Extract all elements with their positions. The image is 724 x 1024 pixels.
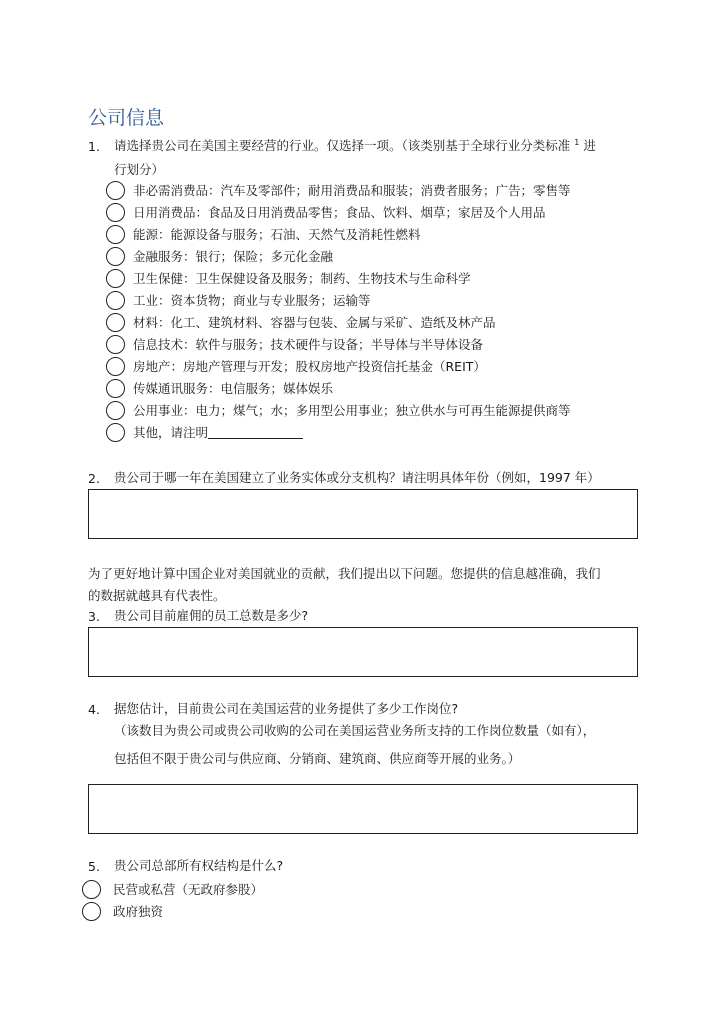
q4-answer-box[interactable] (88, 784, 638, 834)
q2-answer-box[interactable] (88, 489, 638, 539)
radio-circle-icon[interactable] (106, 181, 125, 200)
q1-option-other[interactable] (106, 421, 571, 443)
q5-number: 5. (88, 859, 100, 874)
q2-text: 贵公司于哪一年在美国建立了业务实体或分支机构？请注明具体年份（例如，1997 年） (114, 470, 600, 485)
q5-option[interactable] (82, 900, 263, 922)
q1-option[interactable] (106, 333, 571, 355)
q1-option-label: 其他，请注明 (133, 425, 209, 440)
radio-circle-icon[interactable] (106, 423, 125, 442)
q1-option-label: 材料：化工、建筑材料、容器与包装、金属与采矿、造纸及林产品 (133, 315, 496, 330)
q1-option-label: 房地产：房地产管理与开发；股权房地产投资信托基金（REIT） (133, 359, 486, 374)
q1-option-label: 工业：资本货物；商业与专业服务；运输等 (133, 293, 371, 308)
q3-text: 贵公司目前雇佣的员工总数是多少? (114, 608, 309, 623)
q5-options (82, 878, 263, 922)
q5-text: 贵公司总部所有权结构是什么? (114, 858, 284, 873)
q4-answer-input[interactable] (89, 785, 637, 833)
q2-answer-input[interactable] (89, 490, 637, 538)
radio-circle-icon[interactable] (106, 225, 125, 244)
q1-option-label: 日用消费品：食品及日用消费品零售；食品、饮料、烟草；家居及个人用品 (133, 205, 546, 220)
q1-text-main: 请选择贵公司在美国主要经营的行业。仅选择一项。（该类别基于全球行业分类标准 (114, 138, 571, 153)
q1-option[interactable] (106, 289, 571, 311)
radio-circle-icon[interactable] (106, 203, 125, 222)
q3-answer-box[interactable] (88, 627, 638, 677)
q1-option-label: 信息技术：软件与服务；技术硬件与设备；半导体与半导体设备 (133, 337, 484, 352)
q1-footnote: 1 (574, 138, 580, 147)
q1-option[interactable] (106, 179, 571, 201)
q1-option[interactable] (106, 355, 571, 377)
q1-number: 1. (88, 139, 100, 154)
radio-circle-icon[interactable] (106, 379, 125, 398)
q4-note-2: 包括但不限于贵公司与供应商、分销商、建筑商、供应商等开展的业务。） (114, 751, 521, 766)
section-title: 公司信息 (88, 107, 165, 129)
q3-answer-input[interactable] (89, 628, 637, 676)
intro-paragraph (88, 563, 638, 607)
q1-option[interactable] (106, 201, 571, 223)
radio-circle-icon[interactable] (106, 357, 125, 376)
q1-option[interactable] (106, 377, 571, 399)
radio-circle-icon[interactable] (106, 247, 125, 266)
q1-option[interactable] (106, 223, 571, 245)
radio-circle-icon[interactable] (106, 269, 125, 288)
q4-note-1: （该数目为贵公司或贵公司收购的公司在美国运营业务所支持的工作岗位数量（如有）， (114, 723, 596, 738)
other-specify-line[interactable] (208, 426, 303, 439)
q5-option[interactable] (82, 878, 263, 900)
q1-option[interactable] (106, 399, 571, 421)
intro-line-1: 为了更好地计算中国企业对美国就业的贡献，我们提出以下问题。您提供的信息越准确，我们 (88, 566, 601, 581)
intro-line-2: 的数据就越具有代表性。 (88, 588, 226, 603)
q1-text (114, 135, 639, 181)
radio-circle-icon[interactable] (106, 335, 125, 354)
radio-circle-icon[interactable] (106, 313, 125, 332)
radio-circle-icon[interactable] (106, 401, 125, 420)
q5-option-label: 政府独资 (113, 904, 164, 919)
q4-number: 4. (88, 702, 100, 717)
q1-option-label: 非必需消费品：汽车及零部件；耐用消费品和服装；消费者服务；广告；零售等 (133, 183, 571, 198)
q1-text-cont: 行划分） (114, 162, 165, 177)
q1-option[interactable] (106, 311, 571, 333)
q5-option-label: 民营或私营（无政府参股） (113, 882, 264, 897)
q1-option[interactable] (106, 267, 571, 289)
q1-option-label: 金融服务：银行；保险；多元化金融 (133, 249, 334, 264)
q1-option-label: 传媒通讯服务：电信服务；媒体娱乐 (133, 381, 334, 396)
q1-option-label: 公用事业：电力；煤气；水；多用型公用事业；独立供水与可再生能源提供商等 (133, 403, 571, 418)
radio-circle-icon[interactable] (82, 880, 101, 899)
radio-circle-icon[interactable] (82, 902, 101, 921)
q1-option-label: 能源：能源设备与服务；石油、天然气及消耗性燃料 (133, 227, 421, 242)
q3-number: 3. (88, 609, 100, 624)
q4-text: 据您估计，目前贵公司在美国运营的业务提供了多少工作岗位? (114, 701, 459, 716)
radio-circle-icon[interactable] (106, 291, 125, 310)
q2-number: 2. (88, 471, 100, 486)
q1-option-label: 卫生保健：卫生保健设备及服务；制药、生物技术与生命科学 (133, 271, 471, 286)
q1-option[interactable] (106, 245, 571, 267)
q1-options (106, 179, 571, 443)
q1-text-tail: 进 (583, 138, 596, 153)
